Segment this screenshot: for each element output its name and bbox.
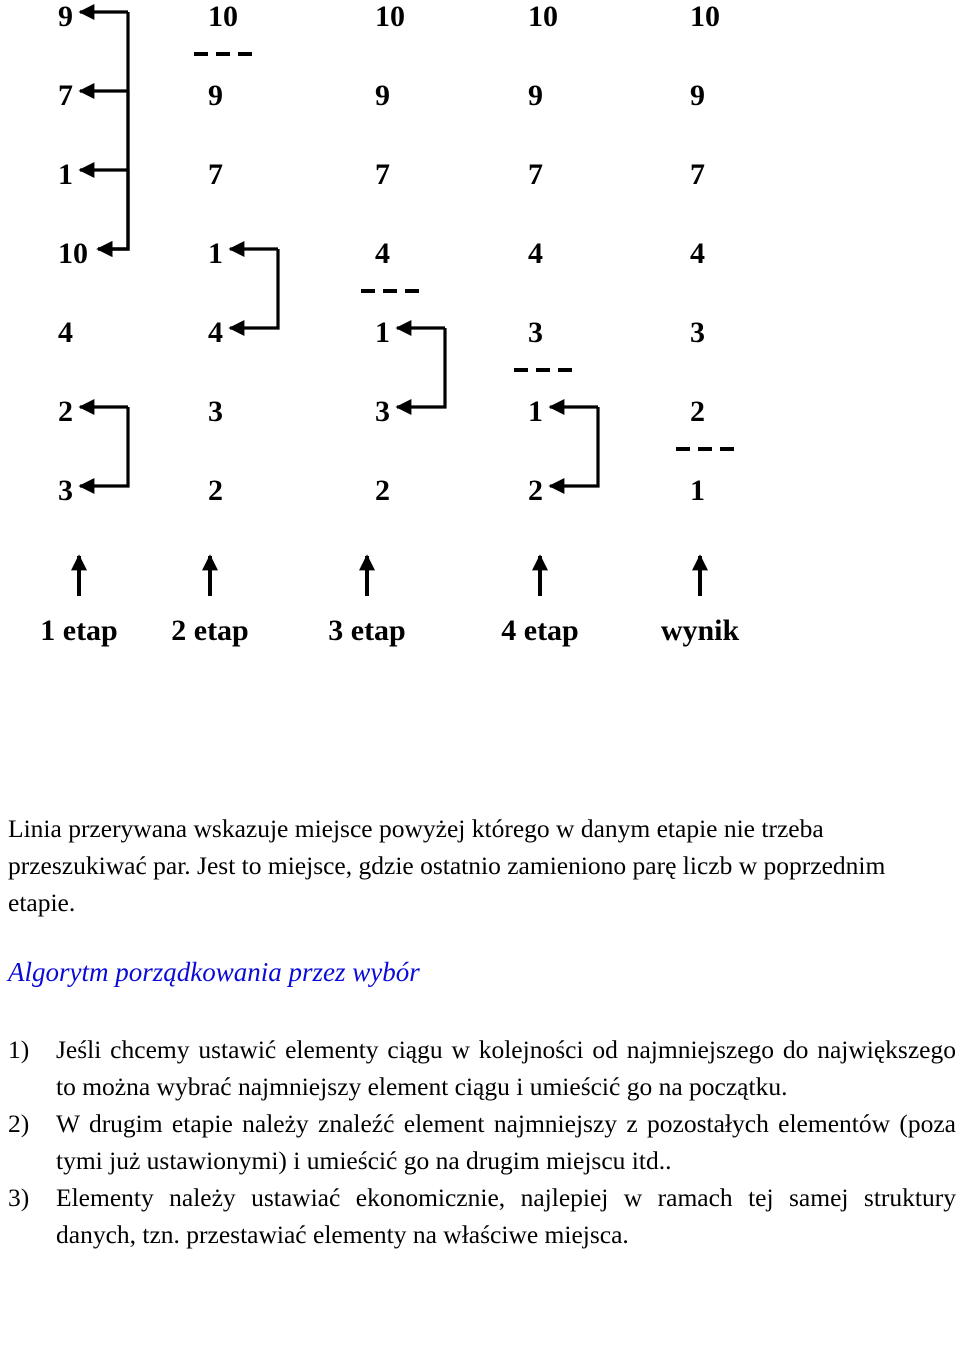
sequence-number: 7 — [58, 79, 73, 112]
section-heading: Algorytm porządkowania przez wybór — [8, 957, 420, 987]
sequence-number: 7 — [528, 158, 543, 191]
sequence-number: 3 — [375, 395, 390, 428]
step-item — [8, 1031, 956, 1105]
step-number: 1) — [8, 1035, 30, 1064]
sequence-number: 9 — [208, 79, 223, 112]
sequence-number: 2 — [58, 395, 73, 428]
sequence-number: 1 — [690, 474, 705, 507]
sequence-number: 9 — [375, 79, 390, 112]
sequence-number: 1 — [375, 316, 390, 349]
swap-bracket — [80, 407, 128, 486]
sequence-number: 4 — [375, 237, 390, 270]
swap-bracket — [550, 407, 598, 486]
swap-bracket — [397, 328, 445, 407]
sequence-number: 3 — [58, 474, 73, 507]
stage-label: wynik — [660, 614, 740, 647]
sequence-number: 10 — [375, 0, 405, 33]
sequence-number: 10 — [528, 0, 558, 33]
algorithm-steps — [8, 1031, 956, 1253]
sequence-number: 4 — [58, 316, 73, 349]
stage-label: 2 etap — [171, 614, 249, 647]
sequence-number: 2 — [690, 395, 705, 428]
sequence-number: 9 — [58, 0, 73, 33]
step-item — [8, 1105, 956, 1179]
sequence-number: 9 — [528, 79, 543, 112]
sequence-number: 10 — [208, 0, 238, 33]
step-text: Elementy należy ustawiać ekonomicznie, najlepiej w ramach tej samej struktury danych, tzn. przestawiać elementy na właściwe miejsca. — [56, 1183, 956, 1249]
stage-label: 4 etap — [501, 614, 579, 647]
sequence-number: 2 — [375, 474, 390, 507]
stage-label: 3 etap — [328, 614, 406, 647]
sequence-number: 9 — [690, 79, 705, 112]
sequence-number: 10 — [58, 237, 88, 270]
sequence-number: 1 — [528, 395, 543, 428]
sequence-number: 7 — [208, 158, 223, 191]
sequence-number: 1 — [58, 158, 73, 191]
step-number: 2) — [8, 1109, 30, 1138]
sequence-number: 1 — [208, 237, 223, 270]
sequence-number: 4 — [528, 237, 543, 270]
step-text: W drugim etapie należy znaleźć element najmniejszy z pozostałych elementów (poza tymi już ustawionymi) i umieścić go na drugim miejscu itd.. — [56, 1109, 956, 1175]
sequence-number: 3 — [690, 316, 705, 349]
stage-label: 1 etap — [40, 614, 118, 647]
sequence-number: 10 — [690, 0, 720, 33]
sequence-number: 4 — [690, 237, 705, 270]
sequence-number: 3 — [208, 395, 223, 428]
sequence-number: 2 — [208, 474, 223, 507]
sequence-number: 4 — [208, 316, 223, 349]
step-number: 3) — [8, 1183, 30, 1212]
sequence-number: 2 — [528, 474, 543, 507]
sequence-number: 7 — [375, 158, 390, 191]
step-text: Jeśli chcemy ustawić elementy ciągu w kolejności od najmniejszego do największego to można wybrać najmniejszy element ciągu i umieścić go na początku. — [56, 1035, 956, 1101]
sequence-number: 7 — [690, 158, 705, 191]
dashed-line-note: Linia przerywana wskazuje miejsce powyżej którego w danym etapie nie trzeba przeszukiwać par. Jest to miejsce, gdzie ostatnio zamieniono parę liczb w poprzednim etapie. — [8, 814, 886, 917]
swap-bracket — [230, 249, 278, 328]
sequence-number: 3 — [528, 316, 543, 349]
swap-bracket — [98, 12, 128, 249]
step-item — [8, 1179, 956, 1253]
swap-bracket — [98, 170, 128, 249]
